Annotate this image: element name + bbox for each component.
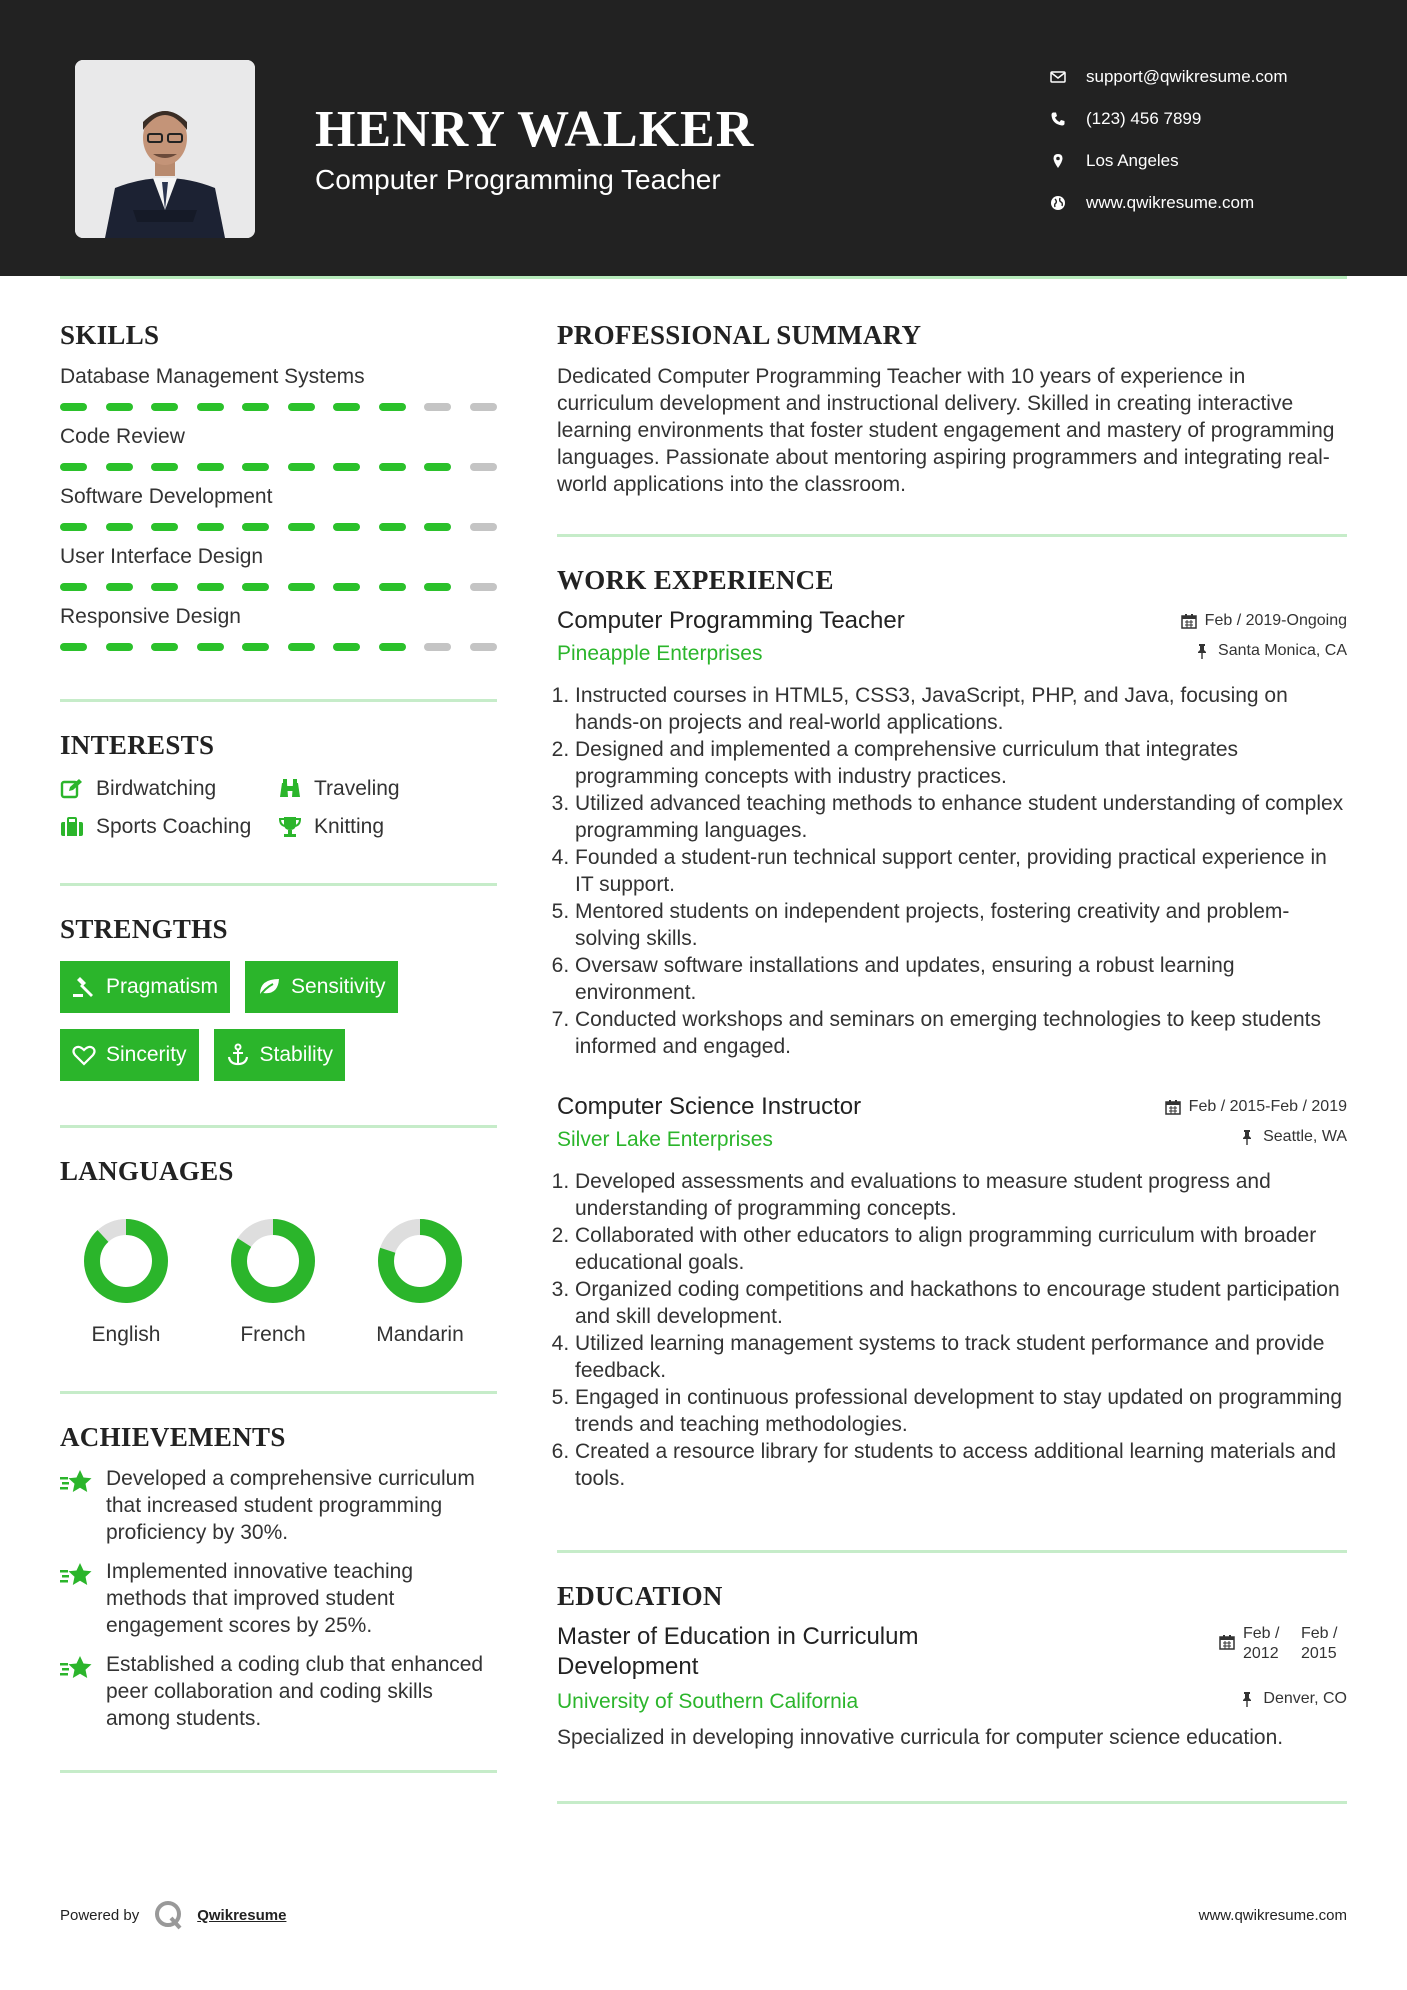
skill-dot-filled — [60, 643, 87, 651]
strength-badge — [60, 961, 230, 1013]
skill-dot-filled — [424, 523, 451, 531]
interest-item — [278, 815, 497, 839]
skill-dot-filled — [333, 463, 360, 471]
language-item — [66, 1215, 186, 1347]
skill-name: Software Development — [60, 485, 273, 508]
experience-title: WORK EXPERIENCE — [557, 565, 834, 595]
skill-dot-filled — [197, 523, 224, 531]
section-divider — [60, 699, 497, 702]
skill-dot-filled — [288, 523, 315, 531]
pencil-square-icon — [60, 777, 96, 801]
phone-icon — [1050, 111, 1086, 127]
skill-dot-filled — [242, 403, 269, 411]
skill-rating — [60, 583, 497, 591]
strength-badge — [214, 1029, 346, 1081]
job-dates-text: Feb / 2019-Ongoing — [1204, 612, 1347, 629]
language-name: Mandarin — [376, 1323, 464, 1346]
skill-dot-filled — [151, 583, 178, 591]
job-header — [557, 606, 1347, 636]
skill-item — [60, 425, 497, 471]
skill-dot-filled — [106, 643, 133, 651]
contact-email-text: support@qwikresume.com — [1086, 67, 1288, 86]
strength-label: Sensitivity — [291, 975, 386, 998]
interest-label: Knitting — [314, 815, 385, 838]
qwikresume-link[interactable]: Qwikresume — [197, 1906, 287, 1924]
education-location — [1239, 1690, 1347, 1708]
gavel-icon — [72, 975, 96, 999]
job-role: Computer Programming Teacher — [557, 607, 905, 634]
job-dates-text: Feb / 2015-Feb / 2019 — [1188, 1098, 1347, 1115]
duty-item: 5. Mentored students on independent projects, fostering creativity and problem-solving skills. — [575, 898, 1347, 952]
achievement-text: Developed a comprehensive curriculum that increased student programming proficiency by 30%. — [106, 1467, 475, 1544]
skill-rating — [60, 643, 497, 651]
achievement-item — [60, 1558, 497, 1639]
education-school: University of Southern California — [557, 1690, 859, 1713]
skill-dot-filled — [288, 463, 315, 471]
leaf-icon — [257, 975, 281, 999]
duty-item: 7. Conducted workshops and seminars on emerging technologies to keep students informed and engaged. — [575, 1006, 1347, 1060]
languages-list — [60, 1215, 480, 1347]
skill-name: Database Management Systems — [60, 365, 365, 388]
skill-dot-filled — [333, 523, 360, 531]
skill-dot-empty — [470, 403, 497, 411]
strength-label: Stability — [259, 1043, 334, 1066]
achievements-section — [60, 1422, 497, 1732]
briefcase-icon — [60, 815, 96, 839]
duty-item: 1. Instructed courses in HTML5, CSS3, JavaScript, PHP, and Java, focusing on hands-on projects and real-world applications. — [575, 682, 1347, 736]
education-degree: Master of Education in Curriculum Development — [557, 1623, 919, 1680]
skill-dot-empty — [470, 463, 497, 471]
education-location-text: Denver, CO — [1263, 1690, 1347, 1707]
skill-dot-filled — [106, 583, 133, 591]
language-item — [360, 1215, 480, 1347]
skill-dot-filled — [424, 583, 451, 591]
education-dates — [1219, 1624, 1347, 1664]
summary-section — [557, 320, 1347, 498]
job-location-text: Santa Monica, CA — [1218, 642, 1347, 659]
interests-title: INTERESTS — [60, 730, 215, 760]
interests-section — [60, 730, 497, 839]
profile-photo — [75, 60, 255, 238]
interest-item — [278, 777, 497, 801]
heart-icon — [72, 1043, 96, 1067]
skill-name: Responsive Design — [60, 605, 241, 628]
footer-url[interactable]: www.qwikresume.com — [1198, 1906, 1347, 1924]
duty-item: 3. Organized coding competitions and hackathons to encourage student participation and skill development. — [575, 1276, 1347, 1330]
skill-dot-filled — [333, 403, 360, 411]
calendar-icon — [1181, 613, 1197, 629]
section-divider — [557, 1801, 1347, 1804]
skill-dot-filled — [197, 583, 224, 591]
skill-dot-filled — [242, 643, 269, 651]
header-divider — [60, 276, 1347, 279]
skill-dot-filled — [242, 523, 269, 531]
job-role: Computer Science Instructor — [557, 1093, 862, 1120]
contact-location — [1050, 140, 1370, 182]
person-portrait-icon — [75, 60, 255, 238]
powered-by-label: Powered by — [60, 1906, 140, 1924]
interest-item — [60, 815, 278, 839]
strength-label: Sincerity — [106, 1043, 187, 1066]
interest-label: Traveling — [314, 777, 400, 800]
strength-badge — [60, 1029, 199, 1081]
education-title: EDUCATION — [557, 1581, 723, 1611]
job-duties — [557, 1168, 1347, 1492]
candidate-name: HENRY WALKER — [315, 101, 755, 158]
skill-dot-filled — [151, 403, 178, 411]
duty-item: 6. Created a resource library for students to access additional learning materials and tools. — [575, 1438, 1347, 1492]
job-dates — [1181, 612, 1347, 630]
anchor-icon — [226, 1043, 250, 1067]
achievement-text: Implemented innovative teaching methods that improved student engagement scores by 25%. — [106, 1560, 414, 1637]
language-name: English — [91, 1323, 161, 1346]
skill-dot-filled — [288, 583, 315, 591]
resume-header — [0, 0, 1407, 276]
skill-dot-filled — [60, 403, 87, 411]
education-section — [557, 1581, 1347, 1751]
strengths-section — [60, 914, 497, 1081]
skill-item — [60, 485, 497, 531]
contact-list — [1050, 56, 1370, 224]
skill-item — [60, 545, 497, 591]
contact-location-text: Los Angeles — [1086, 151, 1179, 170]
skill-item — [60, 365, 497, 411]
interest-item — [60, 777, 278, 801]
skill-dot-filled — [197, 643, 224, 651]
job-dates — [1165, 1098, 1347, 1116]
skill-dot-filled — [242, 583, 269, 591]
trophy-icon — [278, 815, 314, 839]
skill-dot-filled — [333, 643, 360, 651]
strengths-row — [60, 961, 497, 1013]
skills-section — [60, 320, 497, 651]
achievement-item — [60, 1465, 497, 1546]
duty-item: 3. Utilized advanced teaching methods to enhance student understanding of complex programming languages. — [575, 790, 1347, 844]
contact-website-text: www.qwikresume.com — [1086, 193, 1255, 212]
calendar-icon — [1165, 1099, 1181, 1115]
skill-dot-filled — [197, 403, 224, 411]
page-footer — [60, 1900, 1347, 1930]
strength-label: Pragmatism — [106, 975, 219, 998]
achievements-title: ACHIEVEMENTS — [60, 1422, 286, 1452]
pushpin-icon — [1239, 1129, 1255, 1145]
duty-item: 1. Developed assessments and evaluations to measure student progress and understanding of programming concepts. — [575, 1168, 1347, 1222]
job-location — [1239, 1128, 1347, 1146]
job-company: Pineapple Enterprises — [557, 642, 763, 665]
language-donut — [227, 1215, 319, 1307]
section-divider — [557, 534, 1347, 537]
interest-label: Sports Coaching — [96, 815, 252, 838]
skill-dot-filled — [379, 403, 406, 411]
achievement-text: Established a coding club that enhanced peer collaboration and coding skills among students. — [106, 1653, 484, 1730]
skill-dot-empty — [470, 583, 497, 591]
skill-dot-filled — [106, 463, 133, 471]
skill-dot-filled — [151, 463, 178, 471]
skill-rating — [60, 523, 497, 531]
interests-list — [60, 777, 497, 839]
language-item — [213, 1215, 333, 1347]
job-subheader — [557, 642, 1347, 666]
pushpin-icon — [1239, 1691, 1255, 1707]
duty-item: 4. Utilized learning management systems to track student performance and provide feedback. — [575, 1330, 1347, 1384]
left-column — [60, 320, 497, 1773]
education-end: Feb / 2015 — [1301, 1625, 1338, 1662]
skill-name: Code Review — [60, 425, 185, 448]
envelope-icon — [1050, 69, 1086, 85]
skill-dot-filled — [151, 643, 178, 651]
strength-badge — [245, 961, 398, 1013]
job-duties — [557, 682, 1347, 1060]
duty-item: 5. Engaged in continuous professional development to stay updated on programming trends and teaching methodologies. — [575, 1384, 1347, 1438]
duty-item: 2. Designed and implemented a comprehensive curriculum that integrates programming concepts with industry practices. — [575, 736, 1347, 790]
skill-dot-filled — [379, 643, 406, 651]
globe-icon — [1050, 195, 1086, 211]
language-donut — [374, 1215, 466, 1307]
skills-list — [60, 365, 497, 651]
skill-dot-filled — [242, 463, 269, 471]
skill-dot-empty — [424, 643, 451, 651]
skill-dot-filled — [288, 643, 315, 651]
summary-title: PROFESSIONAL SUMMARY — [557, 320, 922, 350]
skill-dot-filled — [60, 583, 87, 591]
duty-item: 4. Founded a student-run technical support center, providing practical experience in IT support. — [575, 844, 1347, 898]
interest-label: Birdwatching — [96, 777, 217, 800]
contact-phone[interactable] — [1050, 98, 1370, 140]
education-subheader — [557, 1690, 1347, 1714]
skill-dot-empty — [470, 643, 497, 651]
language-donut — [80, 1215, 172, 1307]
powered-by — [60, 1899, 286, 1931]
language-proficiency-arc — [92, 1227, 160, 1295]
skill-dot-empty — [424, 403, 451, 411]
job-entry — [557, 1092, 1347, 1492]
skill-dot-empty — [470, 523, 497, 531]
skill-dot-filled — [379, 463, 406, 471]
binoculars-icon — [278, 777, 314, 801]
star-icon — [60, 1465, 106, 1546]
star-icon — [60, 1558, 106, 1639]
section-divider — [60, 1125, 497, 1128]
skill-dot-filled — [106, 523, 133, 531]
skill-dot-filled — [197, 463, 224, 471]
pushpin-icon — [1194, 643, 1210, 659]
skill-dot-filled — [424, 463, 451, 471]
language-name: French — [240, 1323, 306, 1346]
star-icon — [60, 1651, 106, 1732]
contact-website[interactable] — [1050, 182, 1370, 224]
job-company: Silver Lake Enterprises — [557, 1128, 773, 1151]
skill-name: User Interface Design — [60, 545, 264, 568]
contact-email[interactable] — [1050, 56, 1370, 98]
strengths-title: STRENGTHS — [60, 914, 228, 944]
education-header — [557, 1622, 1347, 1682]
skills-title: SKILLS — [60, 320, 160, 350]
languages-section — [60, 1156, 497, 1347]
summary-text: Dedicated Computer Programming Teacher with 10 years of experience in curriculum development and instructional delivery. Skilled in creating interactive learning environments that foster student engagement and mastery of programming languages. Passionate about mentoring aspiring programmers and integrating real-world applications into the classroom. — [557, 365, 1335, 496]
job-subheader — [557, 1128, 1347, 1152]
job-entry — [557, 606, 1347, 1060]
section-divider — [557, 1550, 1347, 1553]
skill-item — [60, 605, 497, 651]
achievement-item — [60, 1651, 497, 1732]
section-divider — [60, 883, 497, 886]
section-divider — [60, 1391, 497, 1394]
skill-rating — [60, 463, 497, 471]
skill-dot-filled — [379, 523, 406, 531]
skill-dot-filled — [379, 583, 406, 591]
map-pin-icon — [1050, 153, 1086, 169]
experience-section — [557, 565, 1347, 1492]
education-description: Specialized in developing innovative curricula for computer science education. — [557, 1726, 1284, 1749]
skill-rating — [60, 403, 497, 411]
qwikresume-logo-icon — [153, 1899, 185, 1931]
duty-item: 6. Oversaw software installations and updates, ensuring a robust learning environment. — [575, 952, 1347, 1006]
duty-item: 2. Collaborated with other educators to align programming curriculum with broader educational goals. — [575, 1222, 1347, 1276]
education-start: Feb / 2012 — [1243, 1625, 1280, 1662]
skill-dot-filled — [106, 403, 133, 411]
contact-phone-text: (123) 456 7899 — [1086, 109, 1202, 128]
skill-dot-filled — [151, 523, 178, 531]
skill-dot-filled — [60, 463, 87, 471]
job-location-text: Seattle, WA — [1263, 1128, 1347, 1145]
skill-dot-filled — [288, 403, 315, 411]
right-column — [557, 320, 1347, 1804]
job-header — [557, 1092, 1347, 1122]
candidate-title: Computer Programming Teacher — [315, 164, 721, 195]
calendar-icon — [1219, 1634, 1235, 1650]
languages-title: LANGUAGES — [60, 1156, 234, 1186]
skill-dot-filled — [60, 523, 87, 531]
skill-dot-filled — [333, 583, 360, 591]
job-location — [1194, 642, 1347, 660]
section-divider — [60, 1770, 497, 1773]
strengths-row — [60, 1029, 497, 1081]
